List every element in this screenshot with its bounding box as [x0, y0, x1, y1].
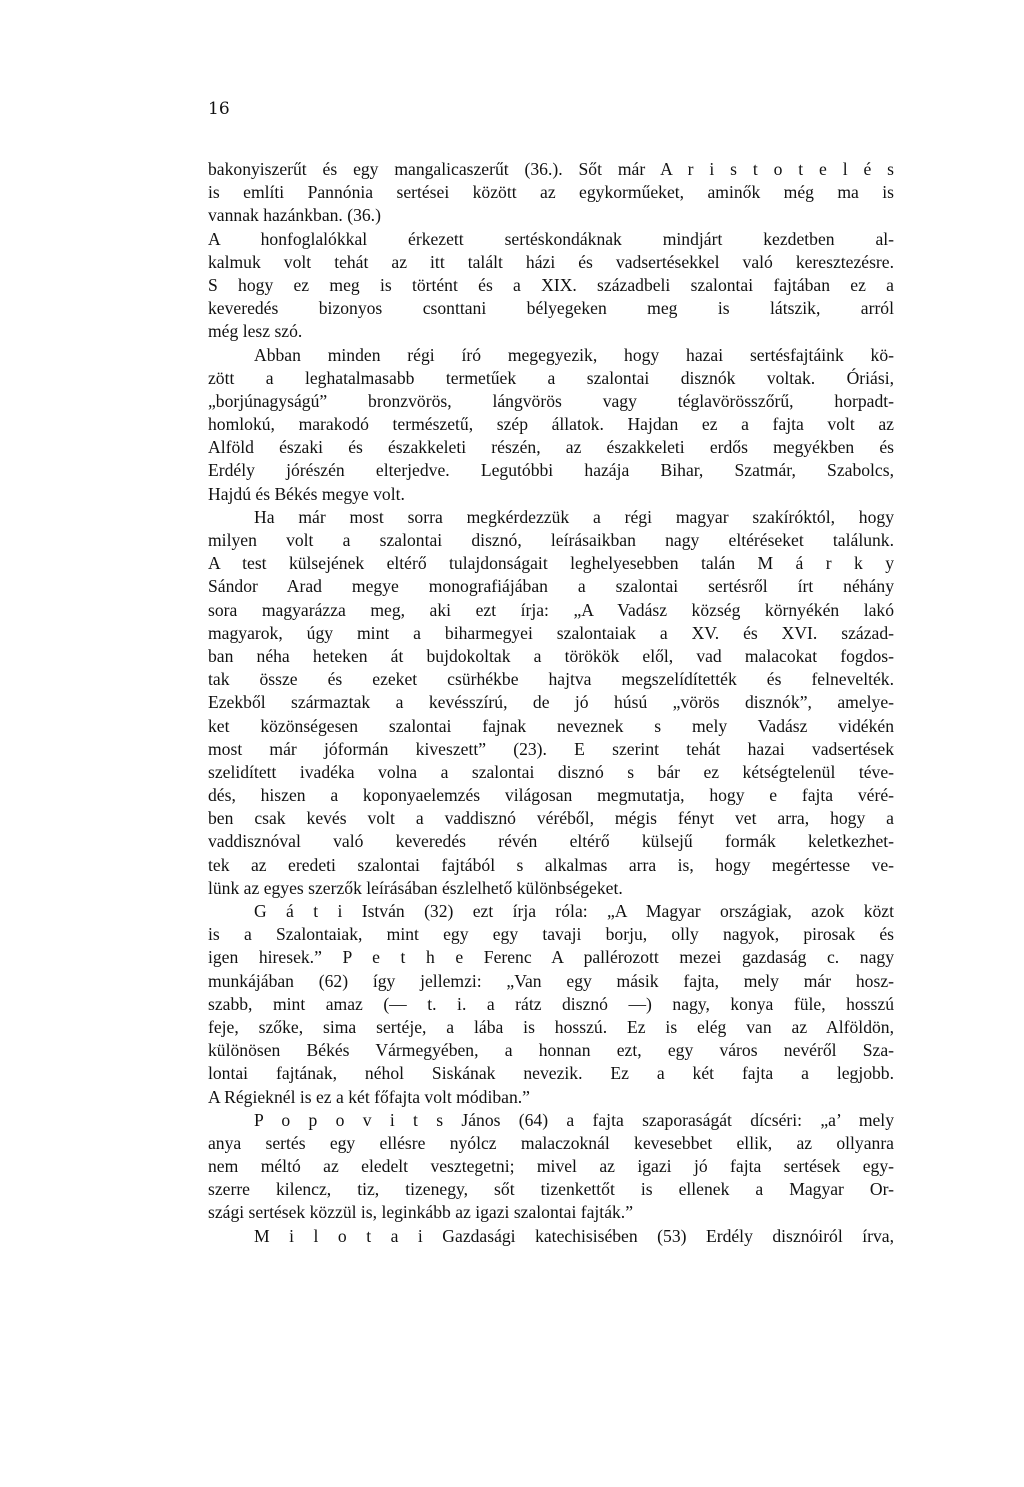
text-line: nem méltó az eledelt vesztegetni; mivel az igazi jó fajta sertések egy-	[208, 1156, 894, 1177]
text-line: M i l o t a i Gazdasági katechisisében (53) Erdély disznóiról írva,	[254, 1225, 894, 1246]
text-line: még lesz szó.	[208, 321, 303, 342]
text-line: vannak hazánkban. (36.)	[208, 205, 381, 226]
text-line: lünk az egyes szerzők leírásában észlelhető különbségeket.	[208, 877, 623, 898]
text-line: is említi Pannónia sertései között az egykorműeket, aminők még ma is	[208, 182, 894, 203]
text-line: P o p o v i t s János (64) a fajta szaporaságát dícséri: „a’ mely	[254, 1109, 894, 1130]
text-line: sora magyarázza meg, aki ezt írja: „A Vadász község környékén lakó	[208, 599, 894, 620]
text-line: ban néha heteken át bujdokoltak a törökök elől, vad malacokat fogdos-	[208, 645, 894, 666]
text-line: most már jóformán kiveszett” (23). E szerint tehát hazai vadsertések	[208, 738, 894, 759]
text-line: magyarok, úgy mint a biharmegyei szalontaiak a XV. és XVI. század-	[208, 622, 894, 643]
text-line: S hogy ez meg is történt és a XIX. századbeli szalontai fajtában ez a	[208, 274, 894, 295]
text-line: lontai fajtának, néhol Siskának nevezik. Ez a két fajta a legjobb.	[208, 1063, 894, 1084]
text-line: szerre kilencz, tiz, tizenegy, sőt tizenkettőt is ellenek a Magyar Or-	[208, 1179, 894, 1200]
text-line: bakonyiszerűt és egy mangalicaszerűt (36.). Sőt már A r i s t o t e l é s	[208, 159, 894, 179]
page-number: 16	[208, 99, 230, 119]
text-line: tak össze és ezeket csürhékbe hajtva megszelídítették és felnevelték.	[208, 669, 894, 690]
text-line: milyen volt a szalontai disznó, leírásaikban nagy eltéréseket találunk.	[208, 530, 894, 550]
text-line: anya sertés egy ellésre nyólcz malaczoknál kevesebbet ellik, az ollyanra	[208, 1132, 894, 1153]
text-line: Ezekből származtak a kevésszírú, de jó húsú „vörös disznók”, amelye-	[208, 692, 894, 713]
text-line: igen hiresek.” P e t h e Ferenc A pallérozott mezei gazdaság c. nagy	[208, 947, 894, 968]
text-line: ket közönségesen szalontai fajnak neveznek s mely Vadász vidékén	[208, 715, 894, 736]
text-line: munkájában (62) így jellemzi: „Van egy másik fajta, mely már hosz-	[208, 970, 894, 991]
text-line: „borjúnagyságú” bronzvörös, lángvörös vagy téglavörösszőrű, horpadt-	[208, 390, 894, 411]
text-line: szági sertések közzül is, leginkább az igazi szalontai fajták.”	[208, 1202, 634, 1223]
text-line: szelidített ivadéka volna a szalontai disznó s bár ez kétségtelenül téve-	[208, 761, 894, 782]
text-line: vaddisznóval való keveredés révén eltérő külsejű formák keletkezhet-	[208, 831, 894, 852]
text-line: feje, szőke, sima sertéje, a lába is hosszú. Ez is elég van az Alföldön,	[208, 1016, 894, 1037]
text-line: különösen Békés Vármegyében, a honnan ezt, egy város nevéről Sza-	[208, 1040, 894, 1061]
text-line: dés, hiszen a koponyaelemzés világosan megmutatja, hogy e fajta véré-	[208, 785, 894, 806]
text-line: keveredés bizonyos csonttani bélyegeken meg is látszik, arról	[208, 298, 894, 319]
text-line: A test külsejének eltérő tulajdonságait leghelyesebben talán M á r k y	[208, 553, 894, 574]
text-line: kalmuk volt tehát az itt talált házi és vadsertésekkel való keresztezésre.	[208, 251, 894, 272]
text-line: Erdély jórészén elterjedve. Legutóbbi hazája Bihar, Szatmár, Szabolcs,	[208, 460, 894, 481]
text-line: tek az eredeti szalontai fajtából s alkalmas arra is, hogy megértesse ve-	[208, 854, 894, 875]
text-line: is a Szalontaiak, mint egy egy tavaji borju, olly nagyok, pirosak és	[208, 924, 894, 945]
text-line: Abban minden régi író megegyezik, hogy hazai sertésfajtáink kö-	[254, 344, 894, 365]
text-line: zött a leghatalmasabb termetűek a szalontai disznók voltak. Óriási,	[208, 367, 894, 388]
text-line: ben csak kevés volt a vaddisznó véréből, mégis fényt vet arra, hogy a	[208, 808, 894, 829]
text-line: G á t i István (32) ezt írja róla: „A Magyar országiak, azok közt	[254, 901, 894, 921]
text-line: Alföld északi és északkeleti részén, az északkeleti erdős megyékben és	[208, 437, 894, 458]
text-line: Hajdú és Békés megye volt.	[208, 483, 405, 504]
text-line: Ha már most sorra megkérdezzük a régi magyar szakíróktól, hogy	[254, 506, 894, 527]
text-line: A Régieknél is ez a két főfajta volt módiban.”	[208, 1086, 530, 1107]
text-line: homlokú, marakodó természetű, szép állatok. Hajdan ez a fajta volt az	[208, 414, 894, 435]
text-line: A honfoglalókkal érkezett sertéskondáknak mindjárt kezdetben al-	[208, 228, 894, 249]
body-text	[208, 158, 894, 1248]
text-line: szabb, mint amaz (— t. i. a rátz disznó —) nagy, konya füle, hosszú	[208, 993, 894, 1014]
text-line: Sándor Arad megye monografiájában a szalontai sertésről írt néhány	[208, 576, 894, 597]
